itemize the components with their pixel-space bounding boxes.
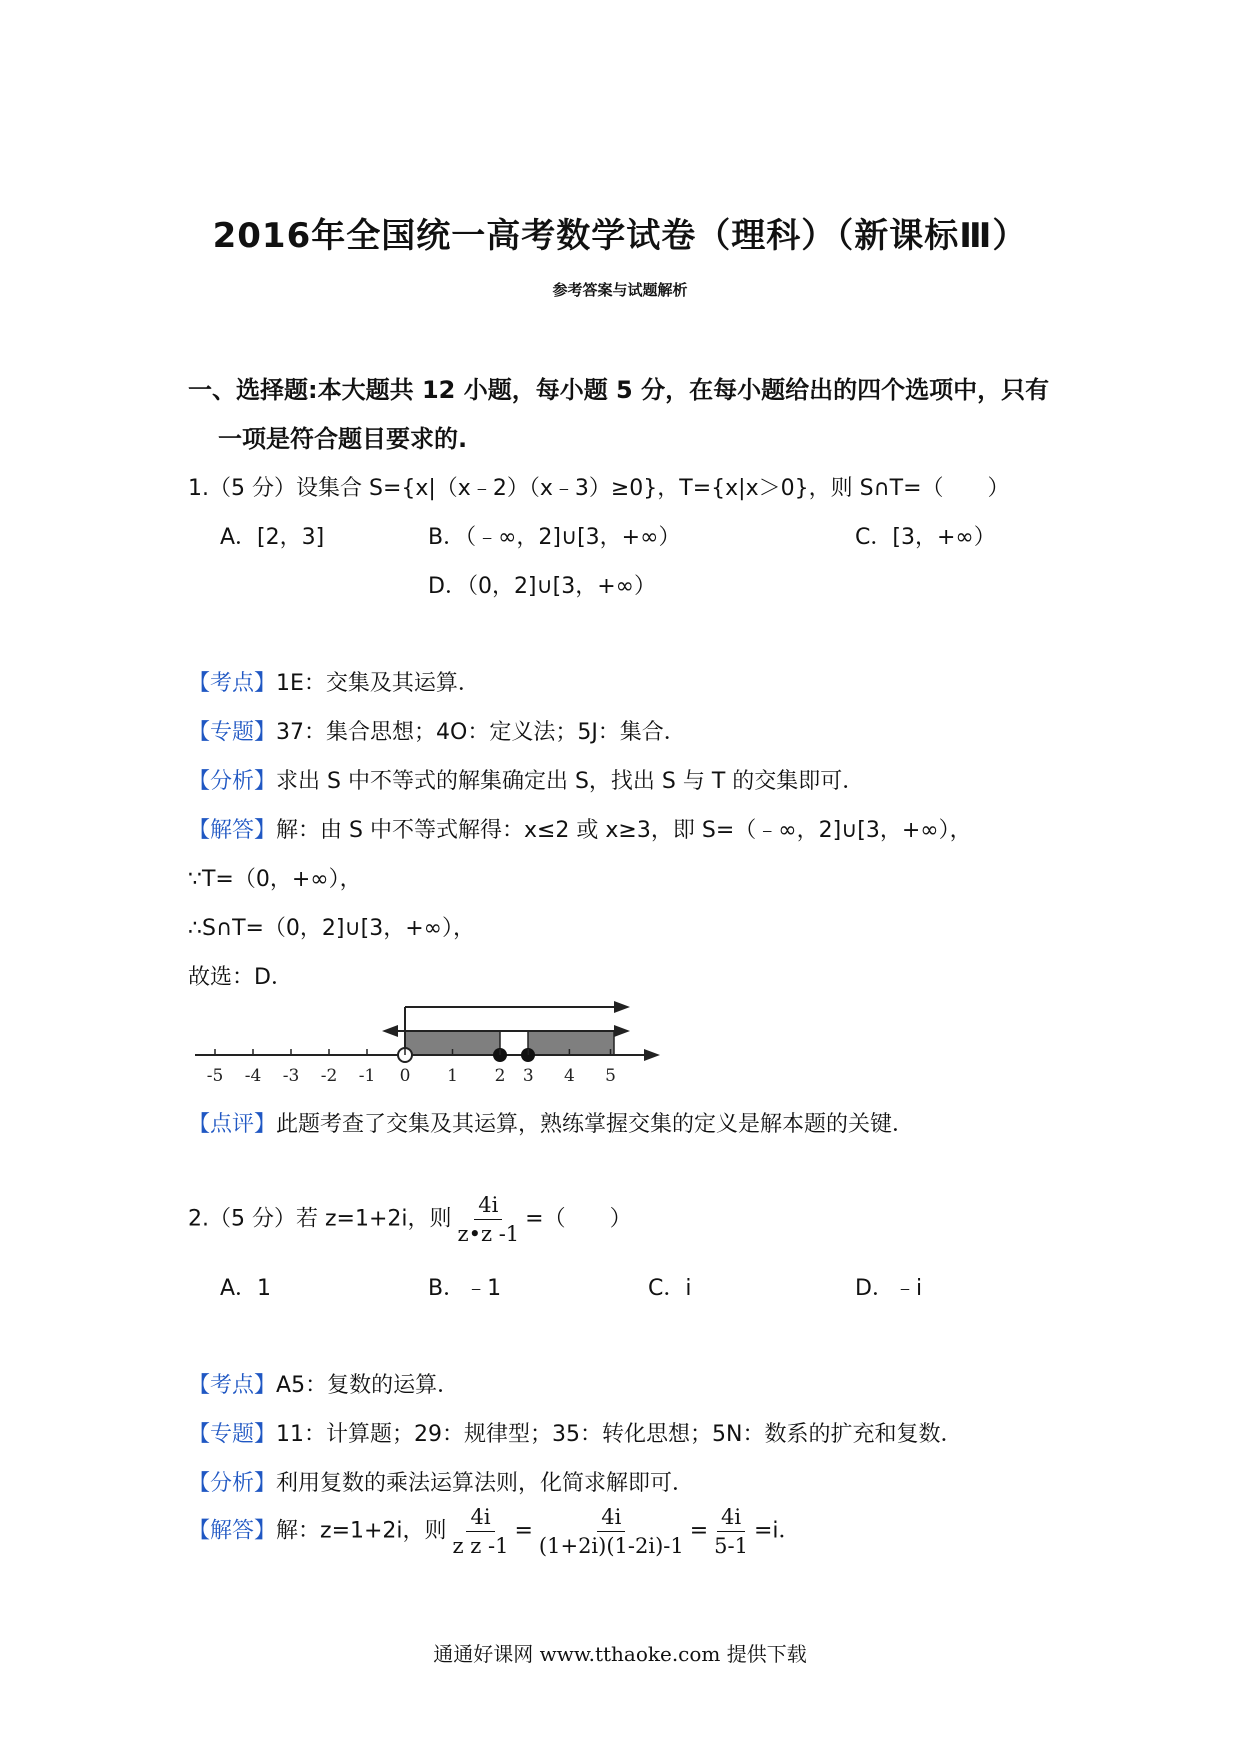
q2-f1-den: z z -1 <box>452 1534 509 1559</box>
q2-jieda-tag: 【解答】 <box>188 1518 277 1544</box>
dianping-tag: 【点评】 <box>188 1112 277 1137</box>
tick-label-1: 1 <box>447 1066 458 1086</box>
q1-option-b: B．（﹣∞，2]∪[3，+∞） <box>428 525 681 550</box>
q2-stem-fraction <box>454 1193 524 1246</box>
q2-fraction-1 <box>449 1505 513 1558</box>
q2-option-c: C．i <box>648 1276 692 1301</box>
q2-option-d: D．﹣i <box>855 1276 923 1301</box>
q2-f3-den: 5-1 <box>714 1534 748 1559</box>
section-heading-line2: 一项是符合题目要求的. <box>218 425 468 453</box>
q2-stem-post: =（ ） <box>525 1206 632 1232</box>
fenxi-text: 求出 S 中不等式的解集确定出 S，找出 S 与 T 的交集即可． <box>276 769 865 794</box>
q2-stem <box>188 1193 632 1246</box>
tick-label-2: 2 <box>494 1066 506 1086</box>
q2-fraction-3 <box>710 1505 752 1558</box>
q2-kaodian-tag: 【考点】 <box>188 1373 277 1398</box>
tick-label-3: 3 <box>522 1066 534 1086</box>
tick-label--5: -5 <box>206 1066 224 1086</box>
q2-jieda-post: =i． <box>753 1518 801 1544</box>
q2-kaodian-text: A5：复数的运算． <box>276 1373 460 1398</box>
section-heading-line1: 一、选择题:本大题共 12 小题，每小题 5 分，在每小题给出的四个选项中，只有 <box>188 376 1050 404</box>
q1-fenxi <box>188 764 864 795</box>
axis-tick-labels <box>207 1066 616 1086</box>
zhuanti-tag: 【专题】 <box>188 720 277 745</box>
q1-option-c: C．[3，+∞） <box>855 525 996 550</box>
jieda-text: 解：由 S 中不等式解得：x≤2 或 x≥3，即 S=（﹣∞，2]∪[3，+∞）， <box>276 818 972 843</box>
page-title: 2016年全国统一高考数学试卷（理科）（新课标Ⅲ） <box>212 216 1028 256</box>
q2-f3-num: 4i <box>717 1505 745 1532</box>
interval-3-inf-shade <box>528 1031 614 1055</box>
q1-line-st: ∴S∩T=（0，2]∪[3，+∞）， <box>188 916 475 941</box>
q1-option-d: D．（0，2]∪[3，+∞） <box>428 574 656 599</box>
tick-label-4: 4 <box>563 1066 575 1086</box>
q1-zhuanti <box>188 715 686 746</box>
s-right-arrow-icon <box>614 1025 630 1037</box>
tick-label--1: -1 <box>358 1066 376 1086</box>
q2-option-b: B．﹣1 <box>428 1276 502 1301</box>
kaodian-tag: 【考点】 <box>188 671 277 696</box>
q1-jieda <box>188 813 972 844</box>
q2-jieda <box>188 1505 801 1558</box>
q1-choose: 故选：D． <box>188 965 293 990</box>
s-left-arrow-icon <box>382 1025 398 1037</box>
t-arrow-right-icon <box>614 1001 630 1013</box>
q2-f1-num: 4i <box>466 1505 494 1532</box>
jieda-tag: 【解答】 <box>188 818 277 843</box>
q2-zhuanti-text: 11：计算题；29：规律型；35：转化思想；5N：数系的扩充和复数． <box>276 1422 963 1447</box>
page-footer: 通通好课网 www.tthaoke.com 提供下载 <box>433 1642 807 1666</box>
tick-label-5: 5 <box>605 1066 616 1086</box>
axis-arrow-icon <box>644 1049 660 1061</box>
fenxi-tag: 【分析】 <box>188 769 277 794</box>
kaodian-text: 1E：交集及其运算． <box>276 671 480 696</box>
q2-f2-num: 4i <box>597 1505 625 1532</box>
q2-fraction-2 <box>535 1505 688 1558</box>
q2-fenxi-text: 利用复数的乘法运算法则，化简求解即可． <box>276 1471 695 1496</box>
q1-option-a: A．[2，3] <box>220 525 325 550</box>
zhuanti-text: 37：集合思想；4O：定义法；5J：集合． <box>276 720 686 745</box>
q2-eq-2: = <box>689 1518 709 1544</box>
q2-jieda-pre: 解：z=1+2i，则 <box>276 1518 447 1544</box>
q2-stem-den: z•z -1 <box>457 1222 520 1247</box>
number-line-figure <box>190 995 670 1095</box>
q2-zhuanti <box>188 1417 962 1448</box>
tick-label--2: -2 <box>320 1066 338 1086</box>
q2-f2-den: (1+2i)(1-2i)-1 <box>538 1534 684 1559</box>
tick-label--4: -4 <box>244 1066 262 1086</box>
q1-stem: 1.（5 分）设集合 S={x|（x﹣2）（x﹣3）≥0}，T={x|x＞0}，则 S∩T=（ ） <box>188 476 1010 501</box>
tick-label-0: 0 <box>399 1066 411 1086</box>
q2-fenxi <box>188 1466 694 1497</box>
q2-zhuanti-tag: 【专题】 <box>188 1422 277 1447</box>
dianping-text: 此题考查了交集及其运算，熟练掌握交集的定义是解本题的关键． <box>276 1112 915 1137</box>
q2-stem-pre: 2.（5 分）若 z=1+2i，则 <box>188 1206 452 1232</box>
q2-kaodian <box>188 1368 459 1399</box>
q1-line-t: ∵T=（0，+∞）， <box>188 867 362 892</box>
q2-option-a: A．1 <box>220 1276 272 1301</box>
q2-fenxi-tag: 【分析】 <box>188 1471 277 1496</box>
q1-dianping <box>188 1107 914 1138</box>
page-subtitle: 参考答案与试题解析 <box>552 281 688 299</box>
q1-kaodian <box>188 666 480 697</box>
q2-stem-num: 4i <box>474 1193 502 1220</box>
q2-eq-1: = <box>514 1518 533 1544</box>
tick-label--3: -3 <box>282 1066 300 1086</box>
